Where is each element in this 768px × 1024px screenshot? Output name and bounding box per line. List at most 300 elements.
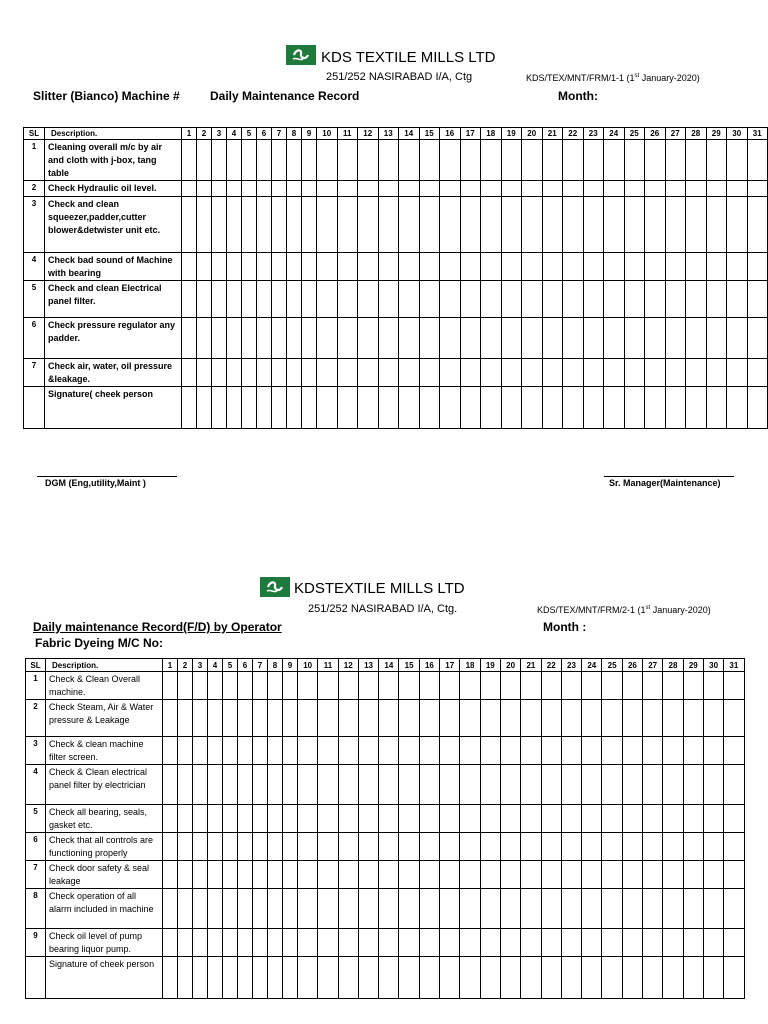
day-cell-3[interactable] [193,672,208,700]
day-cell-20[interactable] [500,929,520,957]
day-cell-9[interactable] [302,253,317,281]
day-cell-26[interactable] [645,197,666,253]
day-cell-29[interactable] [706,359,727,387]
day-cell-27[interactable] [643,889,663,929]
day-cell-28[interactable] [686,359,707,387]
day-cell-8[interactable] [268,861,283,889]
day-cell-28[interactable] [663,672,683,700]
day-cell-22[interactable] [563,197,584,253]
day-cell-18[interactable] [460,861,480,889]
day-cell-10[interactable] [298,700,318,737]
day-cell-1[interactable] [182,197,197,253]
day-cell-1[interactable] [163,833,178,861]
day-cell-22[interactable] [541,957,561,999]
day-cell-10[interactable] [317,253,338,281]
day-cell-22[interactable] [541,805,561,833]
day-cell-4[interactable] [208,929,223,957]
day-cell-13[interactable] [358,957,378,999]
day-cell-31[interactable] [747,140,768,181]
day-cell-5[interactable] [242,140,257,181]
day-cell-16[interactable] [440,359,461,387]
day-cell-12[interactable] [358,318,379,359]
day-cell-7[interactable] [272,140,287,181]
day-cell-13[interactable] [358,737,378,765]
day-cell-2[interactable] [178,957,193,999]
day-cell-3[interactable] [193,700,208,737]
day-cell-23[interactable] [583,359,604,387]
day-cell-22[interactable] [563,318,584,359]
day-cell-8[interactable] [268,957,283,999]
day-cell-26[interactable] [645,359,666,387]
day-cell-12[interactable] [338,765,358,805]
day-cell-16[interactable] [419,672,439,700]
day-cell-18[interactable] [460,672,480,700]
day-cell-28[interactable] [663,833,683,861]
day-cell-5[interactable] [242,197,257,253]
day-cell-24[interactable] [582,700,602,737]
day-cell-31[interactable] [724,805,744,833]
day-cell-13[interactable] [358,929,378,957]
day-cell-21[interactable] [521,889,541,929]
day-cell-23[interactable] [583,197,604,253]
day-cell-8[interactable] [268,700,283,737]
day-cell-17[interactable] [460,387,481,429]
day-cell-19[interactable] [480,957,500,999]
day-cell-4[interactable] [227,253,242,281]
day-cell-31[interactable] [747,197,768,253]
day-cell-20[interactable] [522,359,543,387]
day-cell-11[interactable] [337,181,358,197]
day-cell-25[interactable] [602,861,622,889]
day-cell-18[interactable] [460,889,480,929]
day-cell-9[interactable] [302,359,317,387]
day-cell-31[interactable] [747,181,768,197]
day-cell-2[interactable] [197,140,212,181]
day-cell-12[interactable] [338,805,358,833]
day-cell-16[interactable] [419,805,439,833]
day-cell-18[interactable] [460,765,480,805]
day-cell-24[interactable] [582,833,602,861]
day-cell-16[interactable] [419,700,439,737]
day-cell-17[interactable] [440,889,460,929]
day-cell-8[interactable] [287,181,302,197]
day-cell-13[interactable] [378,253,399,281]
day-cell-16[interactable] [440,318,461,359]
day-cell-3[interactable] [193,833,208,861]
day-cell-15[interactable] [399,957,419,999]
day-cell-12[interactable] [338,861,358,889]
day-cell-24[interactable] [604,181,625,197]
day-cell-2[interactable] [178,833,193,861]
day-cell-9[interactable] [283,861,298,889]
day-cell-19[interactable] [501,140,522,181]
day-cell-30[interactable] [727,387,748,429]
day-cell-10[interactable] [317,387,338,429]
day-cell-8[interactable] [287,281,302,318]
day-cell-22[interactable] [563,253,584,281]
day-cell-7[interactable] [253,861,268,889]
day-cell-8[interactable] [287,140,302,181]
day-cell-12[interactable] [338,833,358,861]
day-cell-6[interactable] [257,197,272,253]
day-cell-3[interactable] [212,387,227,429]
day-cell-11[interactable] [337,140,358,181]
day-cell-1[interactable] [182,281,197,318]
day-cell-12[interactable] [358,387,379,429]
day-cell-15[interactable] [419,387,440,429]
day-cell-12[interactable] [338,889,358,929]
day-cell-9[interactable] [302,318,317,359]
day-cell-14[interactable] [379,805,399,833]
day-cell-7[interactable] [272,197,287,253]
day-cell-8[interactable] [287,387,302,429]
day-cell-10[interactable] [298,861,318,889]
day-cell-25[interactable] [602,957,622,999]
day-cell-23[interactable] [561,805,581,833]
day-cell-2[interactable] [178,765,193,805]
day-cell-13[interactable] [378,140,399,181]
day-cell-27[interactable] [643,805,663,833]
day-cell-16[interactable] [440,253,461,281]
day-cell-25[interactable] [602,672,622,700]
day-cell-8[interactable] [268,889,283,929]
day-cell-9[interactable] [283,957,298,999]
day-cell-6[interactable] [238,737,253,765]
day-cell-11[interactable] [318,700,338,737]
day-cell-30[interactable] [727,281,748,318]
day-cell-12[interactable] [338,672,358,700]
day-cell-4[interactable] [227,318,242,359]
day-cell-13[interactable] [358,889,378,929]
day-cell-21[interactable] [542,359,563,387]
day-cell-15[interactable] [399,805,419,833]
day-cell-17[interactable] [460,359,481,387]
day-cell-14[interactable] [399,253,420,281]
day-cell-30[interactable] [727,359,748,387]
day-cell-15[interactable] [399,765,419,805]
day-cell-21[interactable] [542,181,563,197]
day-cell-9[interactable] [302,181,317,197]
day-cell-29[interactable] [683,929,703,957]
day-cell-30[interactable] [727,181,748,197]
day-cell-1[interactable] [182,318,197,359]
day-cell-14[interactable] [379,737,399,765]
day-cell-19[interactable] [501,253,522,281]
day-cell-8[interactable] [268,805,283,833]
day-cell-29[interactable] [683,957,703,999]
day-cell-28[interactable] [663,805,683,833]
day-cell-14[interactable] [379,957,399,999]
day-cell-24[interactable] [582,889,602,929]
day-cell-13[interactable] [358,765,378,805]
day-cell-30[interactable] [727,318,748,359]
day-cell-13[interactable] [378,359,399,387]
day-cell-22[interactable] [541,889,561,929]
day-cell-6[interactable] [238,833,253,861]
day-cell-10[interactable] [317,281,338,318]
day-cell-20[interactable] [500,765,520,805]
day-cell-14[interactable] [399,140,420,181]
day-cell-18[interactable] [460,929,480,957]
day-cell-6[interactable] [238,672,253,700]
day-cell-9[interactable] [283,672,298,700]
day-cell-5[interactable] [242,281,257,318]
day-cell-3[interactable] [212,181,227,197]
day-cell-22[interactable] [541,737,561,765]
day-cell-1[interactable] [163,929,178,957]
day-cell-11[interactable] [318,737,338,765]
day-cell-10[interactable] [317,181,338,197]
day-cell-21[interactable] [542,197,563,253]
day-cell-25[interactable] [602,765,622,805]
day-cell-24[interactable] [582,957,602,999]
day-cell-5[interactable] [223,957,238,999]
day-cell-26[interactable] [645,318,666,359]
day-cell-31[interactable] [724,833,744,861]
day-cell-5[interactable] [223,672,238,700]
day-cell-7[interactable] [272,359,287,387]
day-cell-26[interactable] [622,861,642,889]
day-cell-22[interactable] [541,765,561,805]
day-cell-14[interactable] [399,197,420,253]
day-cell-6[interactable] [257,318,272,359]
day-cell-2[interactable] [178,929,193,957]
day-cell-14[interactable] [399,359,420,387]
day-cell-17[interactable] [440,765,460,805]
day-cell-19[interactable] [501,387,522,429]
day-cell-19[interactable] [501,281,522,318]
day-cell-11[interactable] [318,957,338,999]
day-cell-21[interactable] [521,765,541,805]
day-cell-17[interactable] [440,833,460,861]
day-cell-19[interactable] [480,889,500,929]
day-cell-3[interactable] [193,765,208,805]
day-cell-23[interactable] [583,281,604,318]
day-cell-23[interactable] [583,387,604,429]
day-cell-26[interactable] [645,140,666,181]
day-cell-28[interactable] [663,700,683,737]
day-cell-11[interactable] [318,929,338,957]
day-cell-20[interactable] [522,387,543,429]
day-cell-18[interactable] [481,387,502,429]
day-cell-29[interactable] [706,281,727,318]
day-cell-22[interactable] [563,181,584,197]
day-cell-20[interactable] [500,957,520,999]
day-cell-13[interactable] [358,672,378,700]
day-cell-30[interactable] [703,765,723,805]
day-cell-17[interactable] [460,197,481,253]
day-cell-30[interactable] [703,929,723,957]
day-cell-27[interactable] [643,957,663,999]
day-cell-12[interactable] [358,281,379,318]
day-cell-26[interactable] [645,281,666,318]
day-cell-23[interactable] [561,929,581,957]
day-cell-13[interactable] [378,197,399,253]
day-cell-6[interactable] [238,957,253,999]
day-cell-10[interactable] [317,140,338,181]
day-cell-23[interactable] [583,140,604,181]
day-cell-7[interactable] [272,181,287,197]
day-cell-12[interactable] [338,929,358,957]
day-cell-25[interactable] [602,833,622,861]
day-cell-9[interactable] [283,889,298,929]
day-cell-25[interactable] [602,929,622,957]
day-cell-3[interactable] [212,281,227,318]
day-cell-26[interactable] [622,957,642,999]
day-cell-15[interactable] [419,253,440,281]
day-cell-6[interactable] [238,889,253,929]
day-cell-8[interactable] [268,929,283,957]
day-cell-13[interactable] [358,861,378,889]
day-cell-20[interactable] [500,672,520,700]
day-cell-2[interactable] [197,318,212,359]
day-cell-26[interactable] [622,833,642,861]
day-cell-24[interactable] [582,805,602,833]
day-cell-23[interactable] [561,957,581,999]
day-cell-24[interactable] [604,197,625,253]
day-cell-29[interactable] [683,737,703,765]
day-cell-24[interactable] [582,861,602,889]
day-cell-8[interactable] [268,833,283,861]
day-cell-11[interactable] [318,805,338,833]
day-cell-16[interactable] [440,387,461,429]
day-cell-27[interactable] [665,140,686,181]
day-cell-9[interactable] [302,197,317,253]
day-cell-19[interactable] [480,737,500,765]
day-cell-28[interactable] [686,253,707,281]
day-cell-1[interactable] [182,253,197,281]
day-cell-1[interactable] [182,359,197,387]
day-cell-11[interactable] [318,889,338,929]
day-cell-17[interactable] [440,700,460,737]
day-cell-30[interactable] [727,197,748,253]
day-cell-16[interactable] [419,929,439,957]
day-cell-5[interactable] [223,929,238,957]
day-cell-7[interactable] [253,833,268,861]
day-cell-3[interactable] [212,318,227,359]
day-cell-17[interactable] [440,957,460,999]
day-cell-29[interactable] [683,833,703,861]
day-cell-18[interactable] [481,281,502,318]
day-cell-3[interactable] [193,957,208,999]
day-cell-25[interactable] [602,700,622,737]
day-cell-4[interactable] [227,197,242,253]
day-cell-9[interactable] [302,281,317,318]
day-cell-29[interactable] [683,805,703,833]
day-cell-10[interactable] [317,359,338,387]
day-cell-12[interactable] [358,197,379,253]
day-cell-4[interactable] [227,387,242,429]
day-cell-23[interactable] [561,700,581,737]
day-cell-21[interactable] [542,281,563,318]
day-cell-30[interactable] [703,672,723,700]
day-cell-11[interactable] [337,359,358,387]
day-cell-22[interactable] [563,140,584,181]
day-cell-19[interactable] [501,197,522,253]
day-cell-26[interactable] [622,737,642,765]
day-cell-29[interactable] [683,889,703,929]
day-cell-30[interactable] [727,140,748,181]
day-cell-1[interactable] [163,805,178,833]
day-cell-14[interactable] [379,672,399,700]
day-cell-7[interactable] [272,318,287,359]
day-cell-19[interactable] [480,805,500,833]
day-cell-1[interactable] [163,861,178,889]
day-cell-16[interactable] [440,140,461,181]
day-cell-15[interactable] [419,181,440,197]
day-cell-19[interactable] [501,181,522,197]
day-cell-1[interactable] [163,737,178,765]
day-cell-12[interactable] [358,181,379,197]
day-cell-13[interactable] [378,181,399,197]
day-cell-26[interactable] [622,700,642,737]
day-cell-17[interactable] [440,737,460,765]
day-cell-28[interactable] [686,197,707,253]
day-cell-3[interactable] [193,889,208,929]
day-cell-17[interactable] [460,140,481,181]
day-cell-1[interactable] [182,181,197,197]
day-cell-10[interactable] [317,318,338,359]
day-cell-28[interactable] [686,281,707,318]
day-cell-31[interactable] [724,700,744,737]
day-cell-20[interactable] [522,181,543,197]
day-cell-21[interactable] [542,387,563,429]
day-cell-30[interactable] [703,889,723,929]
day-cell-14[interactable] [379,765,399,805]
day-cell-31[interactable] [724,765,744,805]
day-cell-15[interactable] [399,929,419,957]
day-cell-24[interactable] [604,359,625,387]
day-cell-4[interactable] [208,765,223,805]
day-cell-5[interactable] [242,359,257,387]
day-cell-18[interactable] [481,197,502,253]
day-cell-29[interactable] [706,140,727,181]
day-cell-24[interactable] [604,281,625,318]
day-cell-3[interactable] [212,140,227,181]
day-cell-25[interactable] [602,889,622,929]
day-cell-16[interactable] [419,957,439,999]
day-cell-20[interactable] [500,805,520,833]
day-cell-9[interactable] [302,140,317,181]
day-cell-24[interactable] [604,318,625,359]
day-cell-25[interactable] [624,253,645,281]
day-cell-15[interactable] [399,861,419,889]
day-cell-6[interactable] [238,929,253,957]
day-cell-25[interactable] [624,140,645,181]
day-cell-20[interactable] [500,889,520,929]
day-cell-1[interactable] [163,957,178,999]
day-cell-20[interactable] [522,281,543,318]
day-cell-6[interactable] [257,359,272,387]
day-cell-11[interactable] [337,387,358,429]
day-cell-18[interactable] [460,833,480,861]
day-cell-9[interactable] [283,833,298,861]
day-cell-7[interactable] [272,387,287,429]
day-cell-30[interactable] [703,833,723,861]
day-cell-30[interactable] [727,253,748,281]
day-cell-24[interactable] [582,737,602,765]
day-cell-22[interactable] [541,672,561,700]
day-cell-12[interactable] [358,359,379,387]
day-cell-3[interactable] [193,805,208,833]
day-cell-14[interactable] [379,861,399,889]
day-cell-6[interactable] [238,805,253,833]
day-cell-19[interactable] [480,861,500,889]
day-cell-13[interactable] [378,387,399,429]
day-cell-28[interactable] [686,318,707,359]
day-cell-18[interactable] [481,253,502,281]
day-cell-6[interactable] [257,281,272,318]
